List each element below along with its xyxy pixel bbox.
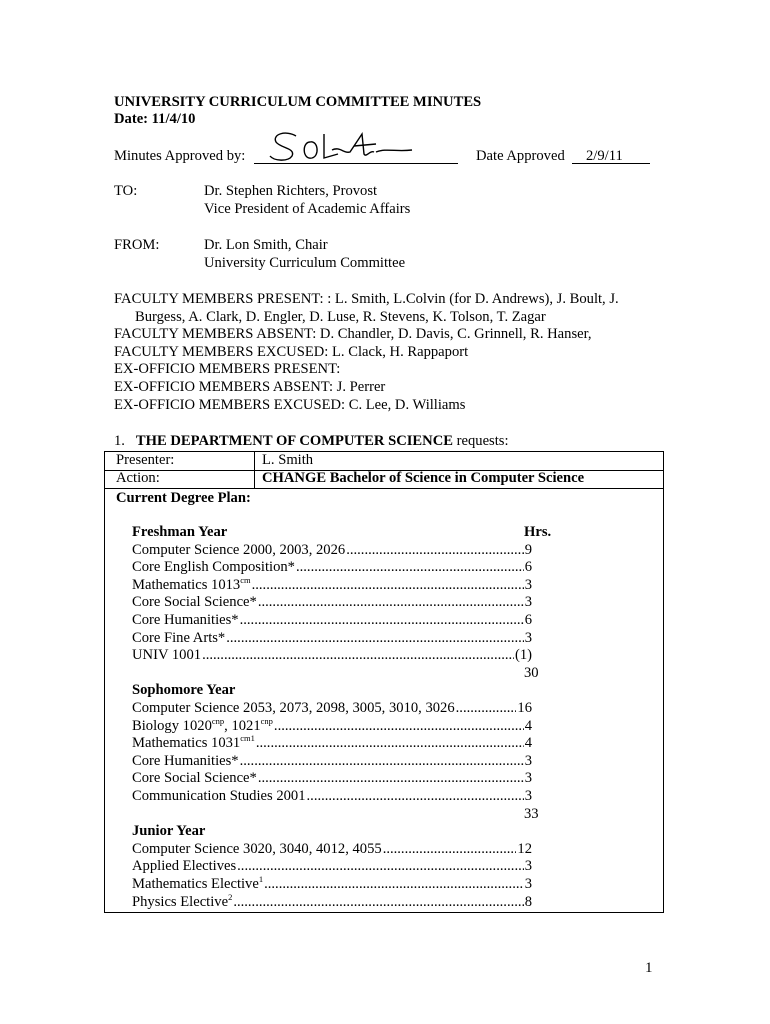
exofficio-excused: EX-OFFICIO MEMBERS EXCUSED: C. Lee, D. Williams bbox=[114, 396, 466, 413]
course-title: UNIV 1001 bbox=[132, 647, 202, 664]
sophomore-total-hours: 33 bbox=[524, 805, 539, 822]
course-superscript-extra: cnp bbox=[260, 715, 273, 726]
action-row bbox=[105, 470, 663, 489]
course-row bbox=[132, 858, 532, 876]
course-row bbox=[132, 876, 532, 894]
exofficio-present: EX-OFFICIO MEMBERS PRESENT: bbox=[114, 361, 341, 378]
dot-leader bbox=[226, 630, 523, 648]
course-row bbox=[132, 700, 532, 718]
dot-leader bbox=[258, 770, 524, 788]
course-name bbox=[132, 735, 255, 753]
course-name bbox=[132, 574, 251, 595]
meeting-date: Date: 11/4/10 bbox=[114, 111, 196, 127]
course-name bbox=[132, 891, 233, 912]
course-title: Core Fine Arts* bbox=[132, 629, 226, 646]
course-name bbox=[132, 542, 345, 560]
table-divider bbox=[254, 452, 255, 488]
course-row bbox=[132, 841, 532, 859]
to-recipient-title: Vice President of Academic Affairs bbox=[204, 201, 411, 217]
course-row bbox=[132, 891, 532, 912]
course-hours: 9 bbox=[524, 541, 532, 558]
action-value: CHANGE Bachelor of Science in Computer Science bbox=[262, 470, 585, 486]
action-label: Action: bbox=[116, 470, 160, 486]
freshman-year-heading: Freshman Year bbox=[132, 524, 228, 540]
course-row bbox=[132, 612, 532, 630]
request-suffix: requests: bbox=[452, 433, 509, 449]
members-attendance bbox=[114, 291, 619, 414]
from-sender-name: Dr. Lon Smith, Chair bbox=[204, 237, 328, 253]
course-title: Mathematics 1013 bbox=[132, 576, 241, 593]
course-hours: 6 bbox=[524, 612, 532, 628]
course-title: Communication Studies 2001 bbox=[132, 788, 306, 804]
request-heading bbox=[114, 433, 509, 451]
course-hours: 3 bbox=[524, 752, 532, 769]
course-name bbox=[132, 647, 201, 665]
course-hours: 4 bbox=[524, 735, 532, 752]
dot-leader bbox=[456, 700, 517, 718]
from-label: FROM: bbox=[114, 237, 160, 253]
course-name bbox=[132, 841, 382, 859]
course-name bbox=[132, 612, 239, 630]
dot-leader bbox=[258, 594, 524, 612]
faculty-present-line1: FACULTY MEMBERS PRESENT: : L. Smith, L.Colvin (for D. Andrews), J. Boult, J. bbox=[114, 291, 619, 307]
dot-leader bbox=[274, 718, 524, 736]
course-row bbox=[132, 574, 532, 595]
course-hours: (1) bbox=[514, 647, 532, 664]
course-hours: 12 bbox=[517, 840, 532, 857]
date-approved-label: Date Approved bbox=[476, 148, 565, 164]
dot-leader bbox=[307, 788, 524, 806]
request-number: 1. bbox=[114, 433, 125, 449]
course-hours: 3 bbox=[524, 788, 532, 804]
current-plan-label: Current Degree Plan: bbox=[116, 490, 251, 506]
dot-leader bbox=[296, 559, 524, 577]
course-title: Core Social Science* bbox=[132, 594, 257, 611]
course-title: Mathematics Elective bbox=[132, 876, 259, 892]
proposal-table bbox=[104, 451, 664, 913]
course-title-extra: , 1021 bbox=[224, 717, 261, 734]
course-superscript: cnp bbox=[211, 715, 225, 726]
exofficio-absent: EX-OFFICIO MEMBERS ABSENT: J. Perrer bbox=[114, 378, 386, 395]
course-row bbox=[132, 715, 532, 736]
dot-leader bbox=[202, 647, 514, 665]
faculty-absent: FACULTY MEMBERS ABSENT: D. Chandler, D. Davis, C. Grinnell, R. Hanser, bbox=[114, 326, 592, 343]
course-hours: 3 bbox=[524, 876, 532, 892]
from-sender-title: University Curriculum Committee bbox=[204, 255, 406, 271]
course-row bbox=[132, 770, 532, 788]
signature-image bbox=[266, 128, 416, 166]
course-row bbox=[132, 735, 532, 753]
course-row bbox=[132, 630, 532, 648]
faculty-excused: FACULTY MEMBERS EXCUSED: L. Clack, H. Rappaport bbox=[114, 343, 469, 360]
course-title: Core Social Science* bbox=[132, 770, 257, 787]
course-row bbox=[132, 753, 532, 771]
sophomore-year-heading: Sophomore Year bbox=[132, 682, 236, 699]
request-department: THE DEPARTMENT OF COMPUTER SCIENCE bbox=[135, 433, 453, 449]
course-title: Core English Composition* bbox=[132, 559, 295, 576]
course-name bbox=[132, 594, 257, 612]
hours-column-header: Hrs. bbox=[524, 524, 552, 540]
course-superscript: 2 bbox=[228, 891, 233, 902]
course-name bbox=[132, 770, 257, 788]
course-title: Applied Electives bbox=[132, 858, 237, 875]
course-hours: 16 bbox=[517, 700, 532, 716]
course-row bbox=[132, 647, 532, 665]
course-row bbox=[132, 542, 532, 560]
dot-leader bbox=[346, 542, 524, 560]
presenter-row bbox=[105, 452, 663, 471]
course-hours: 3 bbox=[524, 576, 532, 593]
course-hours: 3 bbox=[524, 770, 532, 787]
to-label: TO: bbox=[114, 183, 138, 199]
freshman-total-hours: 30 bbox=[524, 664, 539, 681]
course-row bbox=[132, 594, 532, 612]
course-hours: 3 bbox=[524, 594, 532, 611]
page-number: 1 bbox=[645, 960, 653, 976]
course-title: Physics Elective bbox=[132, 893, 229, 910]
course-hours: 4 bbox=[524, 717, 532, 734]
course-title: Computer Science 3020, 3040, 4012, 4055 bbox=[132, 840, 382, 857]
course-hours: 8 bbox=[524, 893, 532, 910]
course-name bbox=[132, 753, 239, 771]
course-hours: 3 bbox=[524, 858, 532, 875]
course-name bbox=[132, 559, 295, 577]
dot-leader bbox=[237, 858, 524, 876]
junior-year-heading: Junior Year bbox=[132, 823, 206, 840]
approved-by-label: Minutes Approved by: bbox=[114, 148, 246, 164]
course-row bbox=[132, 559, 532, 577]
course-name bbox=[132, 788, 306, 806]
dot-leader bbox=[240, 753, 524, 771]
faculty-present-line2: Burgess, A. Clark, D. Engler, D. Luse, R. Stevens, K. Tolson, T. Zagar bbox=[135, 308, 546, 325]
course-name bbox=[132, 876, 263, 894]
date-approved-value: 2/9/11 bbox=[586, 148, 623, 164]
document-title: UNIVERSITY CURRICULUM COMMITTEE MINUTES bbox=[114, 94, 482, 110]
presenter-label: Presenter: bbox=[116, 452, 175, 468]
course-name bbox=[132, 700, 455, 718]
course-hours: 3 bbox=[524, 629, 532, 646]
course-title: Core Humanities* bbox=[132, 752, 239, 769]
course-superscript: 1 bbox=[258, 874, 264, 884]
dot-leader bbox=[233, 894, 523, 912]
dot-leader bbox=[383, 841, 517, 859]
course-title: Biology 1020 bbox=[132, 717, 212, 734]
presenter-value: L. Smith bbox=[262, 452, 314, 468]
course-name bbox=[132, 630, 225, 648]
course-title: Computer Science 2000, 2003, 2026 bbox=[132, 541, 346, 558]
dot-leader bbox=[256, 735, 524, 753]
course-hours: 6 bbox=[524, 559, 532, 576]
course-superscript: cm bbox=[240, 574, 251, 585]
dot-leader bbox=[264, 876, 524, 894]
course-superscript: cm1 bbox=[240, 733, 255, 744]
to-recipient-name: Dr. Stephen Richters, Provost bbox=[204, 183, 378, 199]
course-title: Core Humanities* bbox=[132, 612, 239, 628]
dot-leader bbox=[240, 612, 524, 630]
dot-leader bbox=[252, 577, 524, 595]
course-row bbox=[132, 788, 532, 806]
course-name bbox=[132, 858, 236, 876]
course-title: Mathematics 1031 bbox=[132, 735, 241, 752]
course-title: Computer Science 2053, 2073, 2098, 3005, 3010, 3026 bbox=[132, 700, 455, 716]
